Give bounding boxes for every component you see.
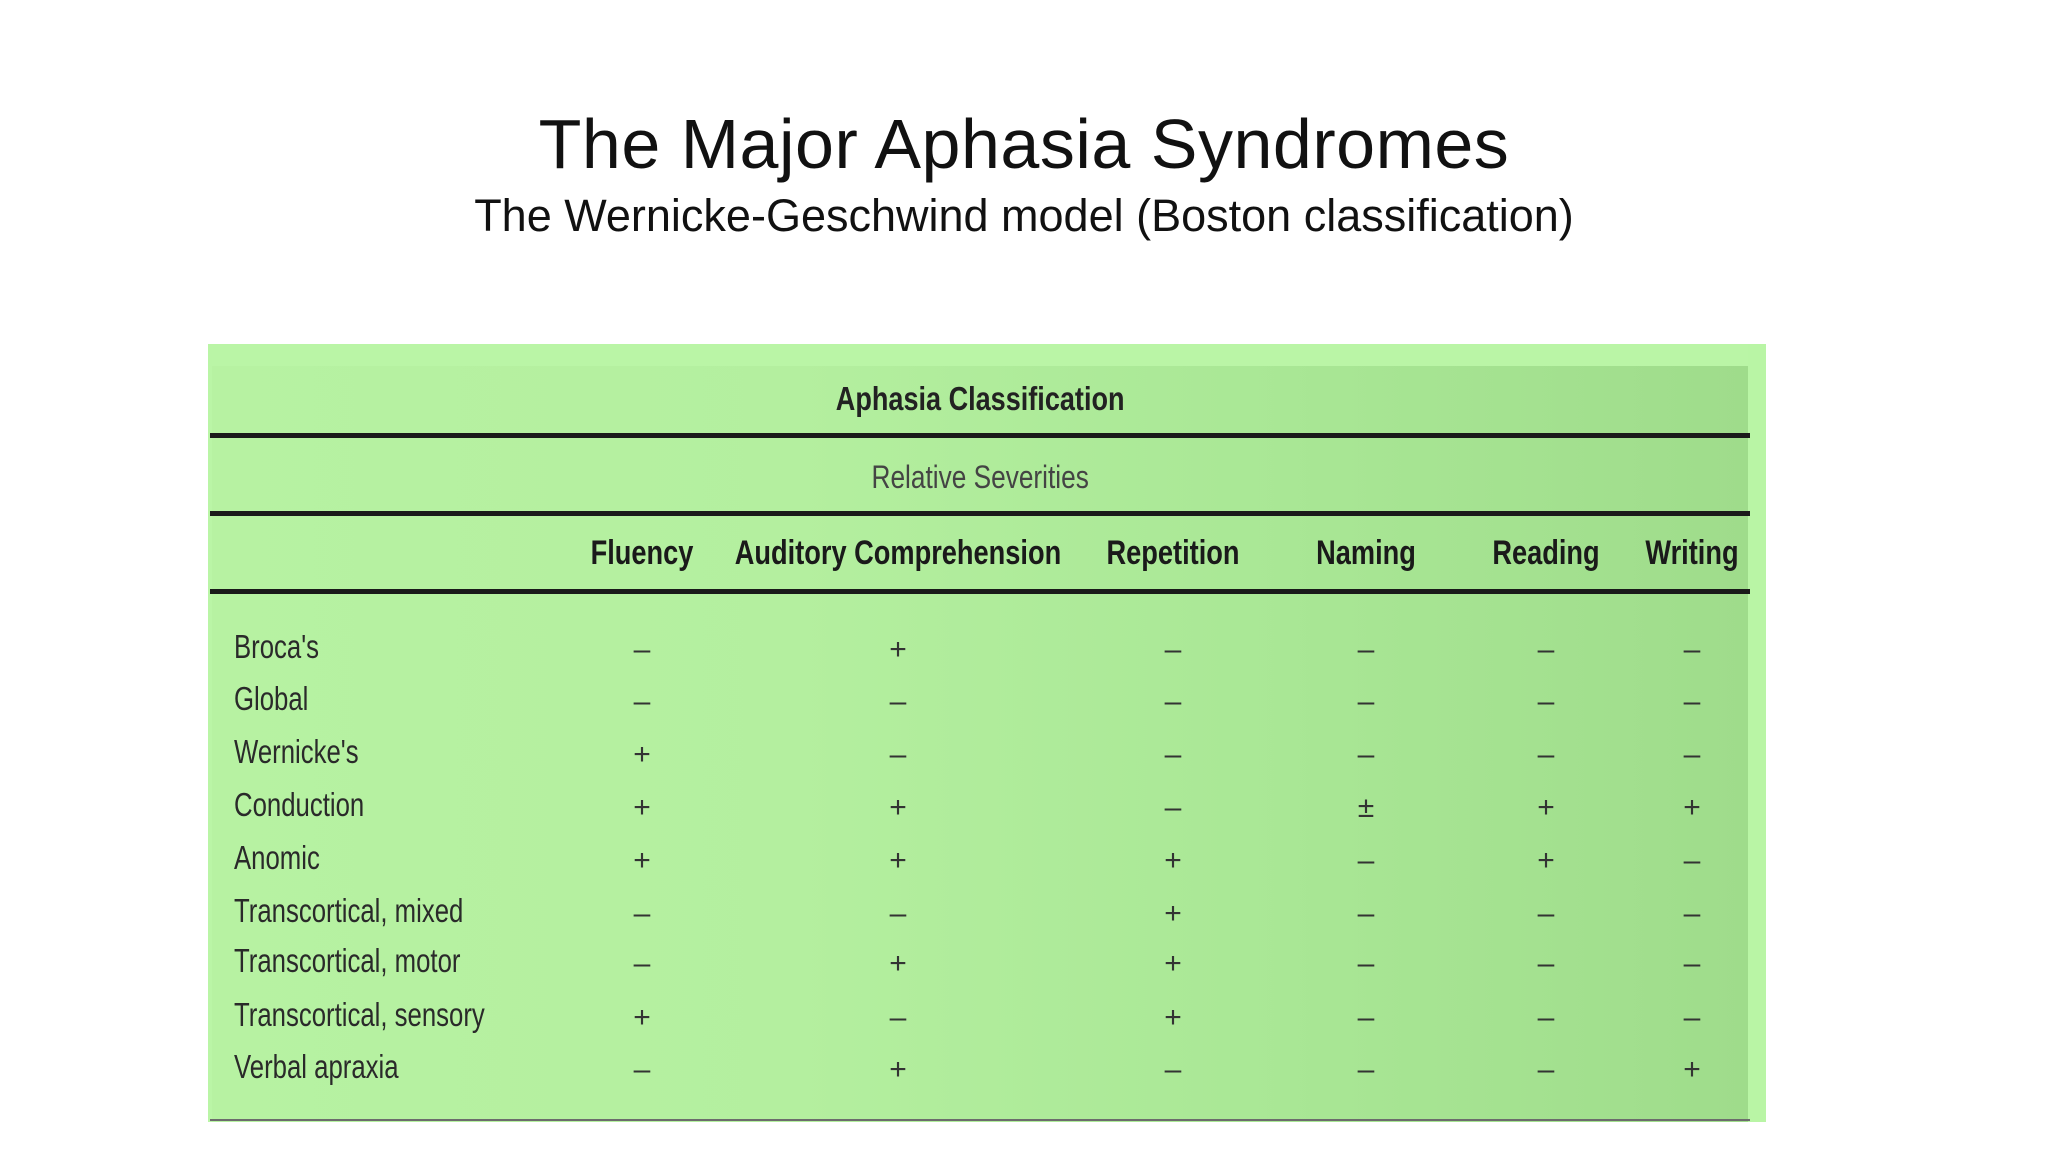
- table-cell: –: [633, 633, 651, 666]
- table-cell: –: [1164, 738, 1182, 771]
- table-cell: –: [1683, 844, 1701, 877]
- row-label: Conduction: [234, 786, 365, 823]
- table-cell: +: [889, 844, 907, 877]
- table-cell: –: [1357, 1053, 1375, 1086]
- table-cell: +: [1683, 1053, 1701, 1086]
- table-cell: –: [633, 1053, 651, 1086]
- table-cell: –: [1164, 791, 1182, 824]
- table-cell: –: [889, 1001, 907, 1034]
- table-cell: –: [1164, 633, 1182, 666]
- table-cell: +: [1537, 791, 1555, 824]
- table-cell: +: [1537, 844, 1555, 877]
- row-label: Verbal apraxia: [234, 1048, 399, 1085]
- table-cell: –: [889, 738, 907, 771]
- table-title: Aphasia Classification: [835, 380, 1125, 417]
- column-header: Writing: [1645, 534, 1739, 572]
- table-cell: +: [1164, 947, 1182, 980]
- table-cell: –: [1683, 897, 1701, 930]
- table-rule: [210, 589, 1750, 594]
- table-cell: –: [1537, 897, 1555, 930]
- table-edge: [1748, 344, 1766, 1122]
- row-label: Transcortical, motor: [234, 942, 461, 979]
- column-header: Naming: [1316, 534, 1416, 572]
- table-cell: –: [633, 685, 651, 718]
- table-cell: –: [1357, 947, 1375, 980]
- table-cell: –: [1683, 738, 1701, 771]
- table-rule: [210, 433, 1750, 438]
- row-label: Broca's: [234, 628, 320, 665]
- table-cell: +: [1164, 844, 1182, 877]
- table-cell: +: [633, 738, 651, 771]
- table-cell: –: [1357, 897, 1375, 930]
- table-cell: –: [1357, 1001, 1375, 1034]
- column-header: Reading: [1492, 534, 1600, 572]
- table-cell: –: [1357, 844, 1375, 877]
- table-cell: –: [1683, 685, 1701, 718]
- slide-title: The Major Aphasia Syndromes: [538, 105, 1510, 183]
- table-cell: –: [633, 947, 651, 980]
- aphasia-classification-table: [208, 344, 1766, 1122]
- table-cell: –: [1164, 1053, 1182, 1086]
- row-label: Global: [234, 680, 309, 717]
- row-label: Transcortical, sensory: [234, 996, 485, 1033]
- table-cell: –: [1683, 633, 1701, 666]
- table-cell: –: [1357, 738, 1375, 771]
- table-cell: –: [1537, 738, 1555, 771]
- table-cell: –: [1683, 1001, 1701, 1034]
- table-cell: –: [889, 685, 907, 718]
- table-cell: –: [633, 897, 651, 930]
- row-label: Anomic: [234, 839, 320, 876]
- row-label: Wernicke's: [234, 733, 359, 770]
- table-cell: +: [889, 947, 907, 980]
- table-cell: +: [889, 791, 907, 824]
- table-cell: –: [1683, 947, 1701, 980]
- table-cell: –: [1357, 633, 1375, 666]
- table-cell: –: [1537, 947, 1555, 980]
- column-header: Auditory Comprehension: [734, 534, 1062, 572]
- table-cell: +: [1683, 791, 1701, 824]
- table-cell: –: [889, 897, 907, 930]
- table-cell: –: [1537, 633, 1555, 666]
- table-rule: [210, 511, 1750, 516]
- table-subtitle: Relative Severities: [871, 459, 1089, 495]
- row-label: Transcortical, mixed: [234, 892, 464, 929]
- table-cell: +: [633, 844, 651, 877]
- table-cell: –: [1537, 1053, 1555, 1086]
- table-rule: [210, 1119, 1750, 1121]
- table-cell: –: [1537, 1001, 1555, 1034]
- table-cell: ±: [1357, 791, 1375, 824]
- table-cell: +: [889, 1053, 907, 1086]
- table-cell: +: [1164, 897, 1182, 930]
- slide-subtitle: The Wernicke-Geschwind model (Boston classification): [474, 190, 1574, 241]
- table-cell: +: [889, 633, 907, 666]
- column-header: Repetition: [1106, 534, 1240, 572]
- table-cell: +: [633, 791, 651, 824]
- table-cell: –: [1537, 685, 1555, 718]
- column-header: Fluency: [590, 534, 694, 572]
- table-cell: –: [1164, 685, 1182, 718]
- table-cell: +: [633, 1001, 651, 1034]
- table-cell: –: [1357, 685, 1375, 718]
- table-cell: +: [1164, 1001, 1182, 1034]
